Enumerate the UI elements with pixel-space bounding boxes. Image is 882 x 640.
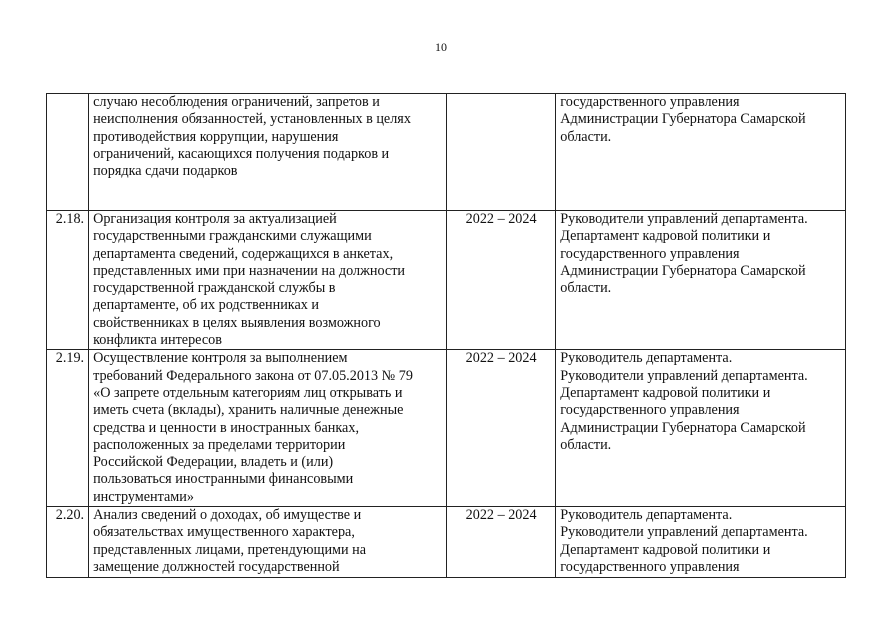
row-number: 2.18. — [47, 211, 89, 350]
text-line: иметь счета (вклады), хранить наличные денежные — [93, 402, 404, 419]
term-cell — [446, 94, 555, 211]
responsible-cell — [556, 350, 846, 507]
term-cell: 2022 – 2024 — [446, 211, 555, 350]
text-line: Департамент кадровой политики и — [560, 228, 771, 245]
text-line: порядка сдачи подарков — [93, 163, 238, 180]
text-line: Департамент кадровой политики и — [560, 541, 771, 558]
row-number: 2.20. — [47, 507, 89, 578]
text-line: Администрации Губернатора Самарской — [560, 111, 806, 128]
text-line: Руководитель департамента. — [560, 507, 733, 524]
text-line: неисполнения обязанностей, установленных в целях — [93, 111, 411, 128]
text-line: ограничений, касающихся получения подарков и — [93, 145, 390, 162]
text-line: Руководитель департамента. — [560, 350, 733, 367]
text-line: конфликта интересов — [93, 332, 222, 349]
text-line: Осуществление контроля за выполнением — [93, 350, 348, 367]
text-line: средства и ценности в иностранных банках, — [93, 419, 359, 436]
text-line: государственного управления — [560, 402, 740, 419]
text-line: расположенных за пределами территории — [93, 436, 346, 453]
text-line: представленных лицами, претендующими на — [93, 541, 367, 558]
table-row — [47, 211, 846, 350]
text-line: противодействия коррупции, нарушения — [93, 128, 339, 145]
responsible-cell — [556, 507, 846, 578]
text-line: Российской Федерации, владеть и (или) — [93, 454, 334, 471]
text-line: государственного управления — [560, 558, 740, 575]
text-line: Организация контроля за актуализацией — [93, 211, 337, 227]
measure-description — [89, 211, 447, 350]
text-line: государственными гражданскими служащими — [93, 228, 372, 245]
text-line: государственного управления — [560, 245, 740, 262]
text-line: свойственниках в целях выявления возможного — [93, 314, 381, 331]
term-cell: 2022 – 2024 — [446, 507, 555, 578]
text-line: Анализ сведений о доходах, об имуществе и — [93, 507, 362, 524]
table-row — [47, 350, 846, 507]
text-line: Руководители управлений департамента. — [560, 367, 808, 384]
term-cell: 2022 – 2024 — [446, 350, 555, 507]
text-line: области. — [560, 128, 612, 145]
text-line: случаю несоблюдения ограничений, запретов и — [93, 94, 380, 110]
table-row — [47, 507, 846, 578]
row-number: 2.19. — [47, 350, 89, 507]
text-line: департаменте, об их родственниках и — [93, 297, 320, 314]
text-line: области. — [560, 436, 612, 453]
text-line: департамента сведений, содержащихся в анкетах, — [93, 245, 394, 262]
text-line: требований Федерального закона от 07.05.2013 № 79 — [93, 367, 413, 384]
measures-table — [46, 93, 846, 578]
text-line: Администрации Губернатора Самарской — [560, 419, 806, 436]
text-line: представленных ими при назначении на должности — [93, 262, 406, 279]
responsible-cell — [556, 211, 846, 350]
text-line: пользоваться иностранными финансовыми — [93, 471, 354, 488]
measure-description — [89, 94, 447, 211]
text-line: государственной гражданской службы в — [93, 280, 336, 297]
text-line: замещение должностей государственной — [93, 558, 340, 575]
row-number — [47, 94, 89, 211]
text-line: Департамент кадровой политики и — [560, 384, 771, 401]
text-line: Руководители управлений департамента. — [560, 211, 808, 227]
page-number: 10 — [435, 40, 447, 54]
text-line: «О запрете отдельным категориям лиц открывать и — [93, 384, 403, 401]
text-line: обязательствах имущественного характера, — [93, 524, 355, 541]
text-line: области. — [560, 280, 612, 297]
measure-description — [89, 350, 447, 507]
text-line: инструментами» — [93, 488, 194, 505]
table-row — [47, 94, 846, 211]
text-line: Руководители управлений департамента. — [560, 524, 808, 541]
text-line: государственного управления — [560, 94, 740, 110]
measure-description — [89, 507, 447, 578]
responsible-cell — [556, 94, 846, 211]
text-line: Администрации Губернатора Самарской — [560, 262, 806, 279]
